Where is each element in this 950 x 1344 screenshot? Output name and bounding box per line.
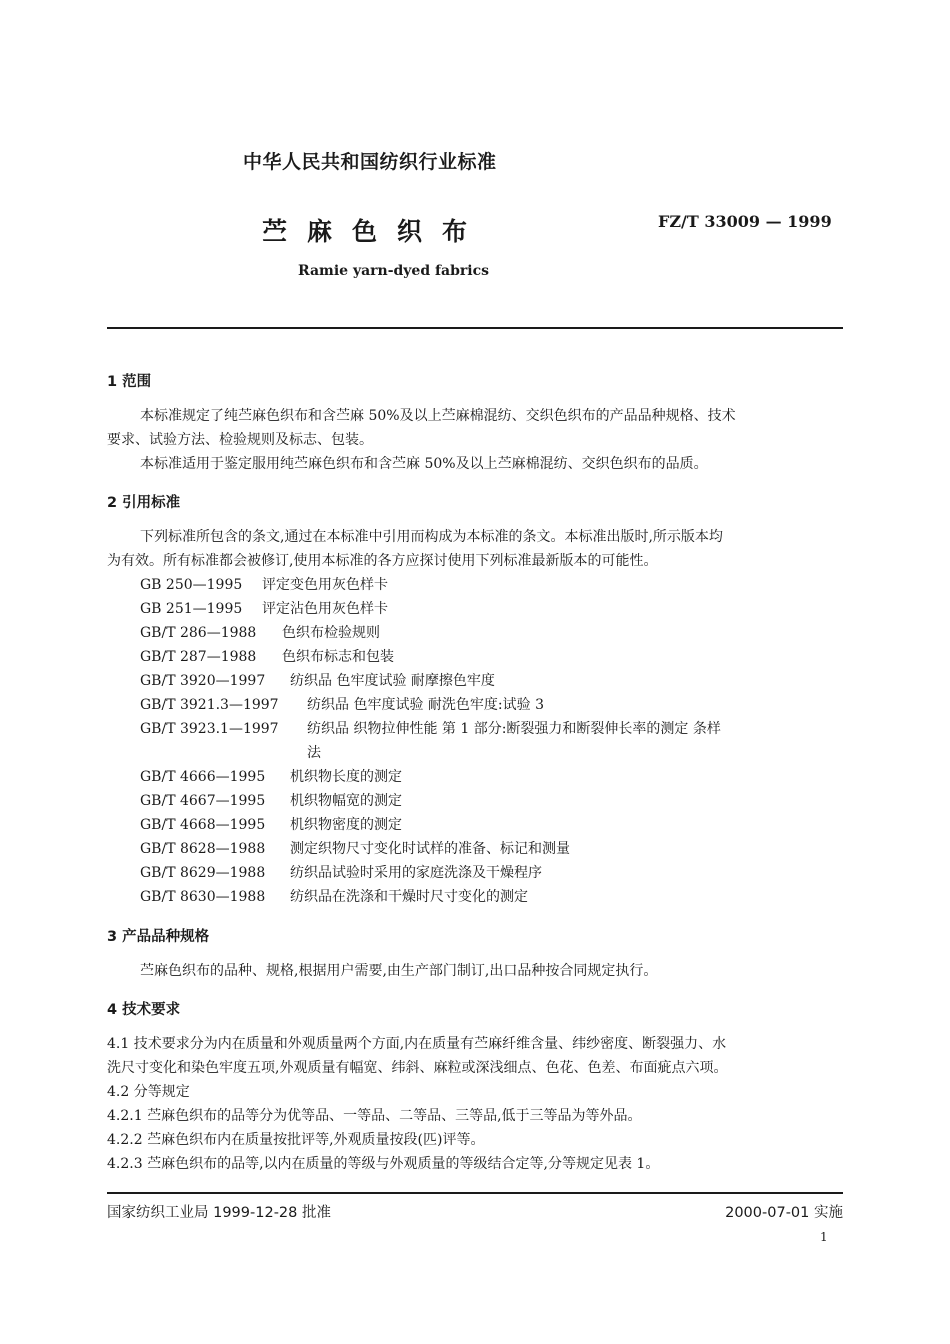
section-heading: 3 产品品种规格 bbox=[107, 929, 210, 945]
reference-item: GB/T 3921.3—1997 纺织品 色牢度试验 耐洗色牢度:试验 3 bbox=[140, 697, 544, 713]
paragraph-line: 本标准规定了纯苎麻色织布和含苎麻 50%及以上苎麻棉混纺、交织色织布的产品品种规格、技术 bbox=[140, 408, 736, 424]
paragraph-line: 苎麻色织布的品种、规格,根据用户需要,由生产部门制订,出口品种按合同规定执行。 bbox=[140, 963, 658, 979]
reference-item: GB/T 4666—1995 机织物长度的测定 bbox=[140, 769, 402, 785]
issuing-org: 中华人民共和国纺织行业标准 bbox=[243, 151, 497, 173]
page-number: 1 bbox=[820, 1230, 828, 1244]
section-heading: 4 技术要求 bbox=[107, 1002, 181, 1018]
document-title-cn: 苎麻色织布 bbox=[262, 217, 488, 246]
implementation-date: 2000-07-01 实施 bbox=[725, 1205, 843, 1221]
reference-item: GB/T 4668—1995 机织物密度的测定 bbox=[140, 817, 402, 833]
approval-date: 国家纺织工业局 1999-12-28 批准 bbox=[107, 1205, 331, 1221]
section-heading: 2 引用标准 bbox=[107, 495, 181, 511]
reference-item: GB/T 4667—1995 机织物幅宽的测定 bbox=[140, 793, 402, 809]
paragraph-line: 要求、试验方法、检验规则及标志、包装。 bbox=[107, 432, 373, 448]
footer-divider bbox=[107, 1192, 843, 1194]
paragraph-line: 4.2.2 苎麻色织布内在质量按批评等,外观质量按段(匹)评等。 bbox=[107, 1132, 485, 1148]
section-heading: 1 范围 bbox=[107, 374, 152, 390]
reference-item: GB 251—1995 评定沾色用灰色样卡 bbox=[140, 601, 388, 617]
reference-item: GB 250—1995 评定变色用灰色样卡 bbox=[140, 577, 388, 593]
header-divider bbox=[107, 327, 843, 329]
paragraph-line: 4.1 技术要求分为内在质量和外观质量两个方面,内在质量有苎麻纤维含量、纬纱密度、断裂强力、水 bbox=[107, 1036, 727, 1052]
clause-heading: 4.2 分等规定 bbox=[107, 1084, 190, 1100]
reference-item: GB/T 3923.1—1997 纺织品 织物拉伸性能 第 1 部分:断裂强力和断裂伸长率的测定 条样 bbox=[140, 721, 721, 737]
paragraph-line: 4.2.1 苎麻色织布的品等分为优等品、一等品、二等品、三等品,低于三等品为等外品。 bbox=[107, 1108, 642, 1124]
document-title-en: Ramie yarn-dyed fabrics bbox=[298, 263, 489, 279]
reference-item: GB/T 3920—1997 纺织品 色牢度试验 耐摩擦色牢度 bbox=[140, 673, 495, 689]
paragraph-line: 洗尺寸变化和染色牢度五项,外观质量有幅宽、纬斜、麻粒或深浅细点、色花、色差、布面疵点六项。 bbox=[107, 1060, 728, 1076]
reference-item-continuation: 法 bbox=[307, 745, 321, 761]
paragraph-line: 下列标准所包含的条文,通过在本标准中引用而构成为本标准的条文。本标准出版时,所示版本均 bbox=[140, 529, 723, 545]
paragraph-line: 本标准适用于鉴定服用纯苎麻色织布和含苎麻 50%及以上苎麻棉混纺、交织色织布的品质。 bbox=[140, 456, 708, 472]
reference-item: GB/T 8630—1988 纺织品在洗涤和干燥时尺寸变化的测定 bbox=[140, 889, 528, 905]
standard-code: FZ/T 33009 — 1999 bbox=[658, 212, 832, 231]
reference-item: GB/T 8628—1988 测定织物尺寸变化时试样的准备、标记和测量 bbox=[140, 841, 570, 857]
reference-item: GB/T 8629—1988 纺织品试验时采用的家庭洗涤及干燥程序 bbox=[140, 865, 542, 881]
reference-item: GB/T 287—1988 色织布标志和包装 bbox=[140, 649, 394, 665]
reference-item: GB/T 286—1988 色织布检验规则 bbox=[140, 625, 380, 641]
paragraph-line: 4.2.3 苎麻色织布的品等,以内在质量的等级与外观质量的等级结合定等,分等规定见表 1。 bbox=[107, 1156, 660, 1172]
paragraph-line: 为有效。所有标准都会被修订,使用本标准的各方应探讨使用下列标准最新版本的可能性。 bbox=[107, 553, 658, 569]
